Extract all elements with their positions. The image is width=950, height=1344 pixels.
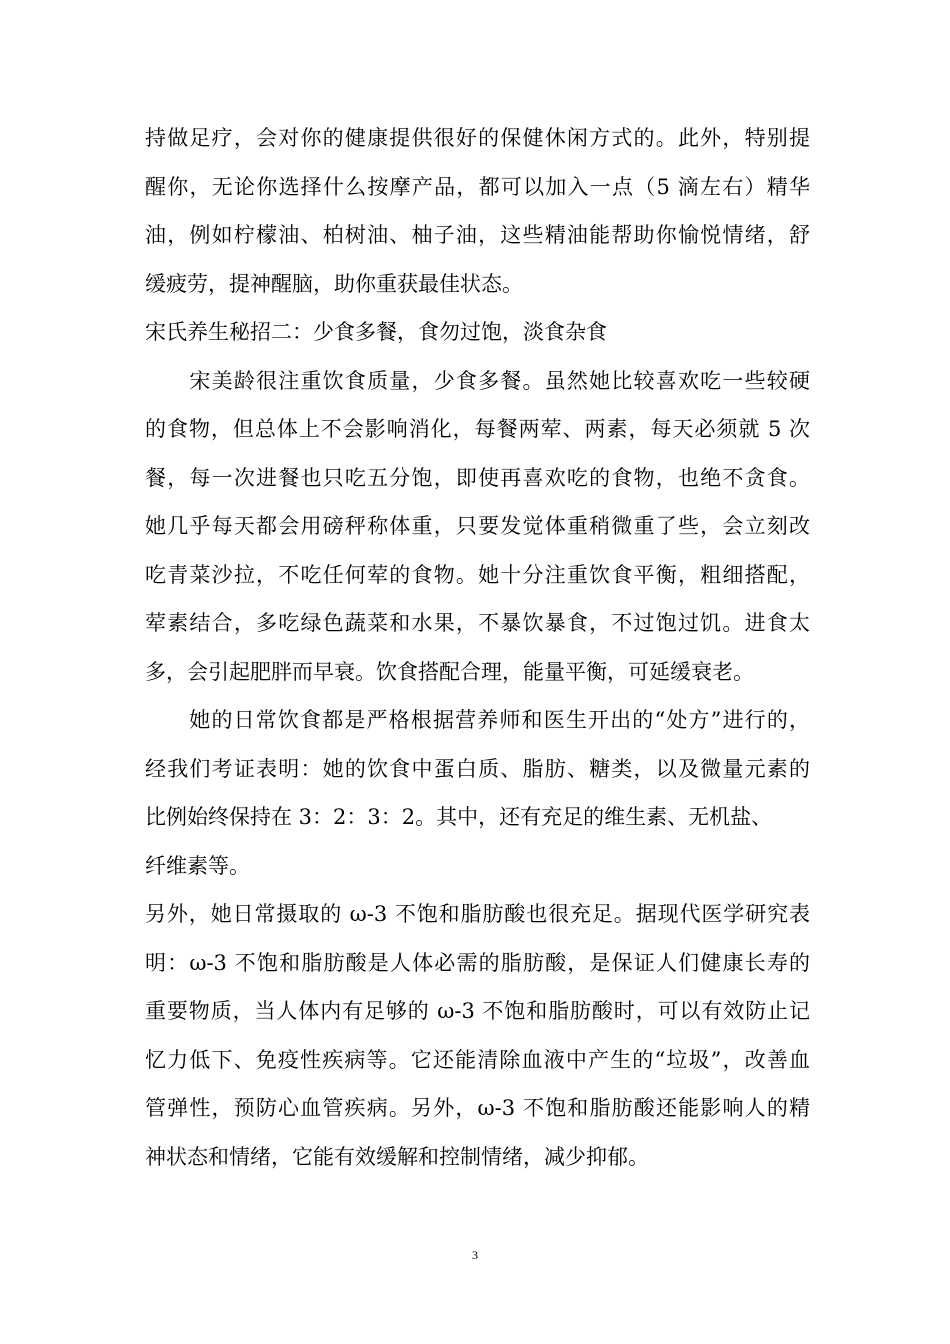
text-line: 管弹性，预防心血管疾病。另外，ω-3 不饱和脂肪酸还能影响人的精 <box>145 1096 810 1120</box>
text-line: 的食物，但总体上不会影响消化，每餐两荤、两素，每天必须就 5 次 <box>145 417 810 441</box>
text-line: 宋美龄很注重饮食质量，少食多餐。虽然她比较喜欢吃一些较硬 <box>145 368 810 393</box>
text-line: 另外，她日常摄取的 ω-3 不饱和脂肪酸也很充足。据现代医学研究表 <box>145 902 810 926</box>
text-line: 她的日常饮食都是严格根据营养师和医生开出的“处方”进行的， <box>145 708 810 732</box>
text-line: 忆力低下、免疫性疾病等。它还能清除血液中产生的“垃圾”，改善血 <box>145 1047 810 1072</box>
text-line: 宋氏养生秘招二：少食多餐，食勿过饱，淡食杂食 <box>145 320 607 344</box>
text-line: 荤素结合，多吃绿色蔬菜和水果，不暴饮暴食，不过饱过饥。进食太 <box>145 611 810 635</box>
document-body <box>145 118 810 1185</box>
text-line: 她几乎每天都会用磅秤称体重，只要发觉体重稍微重了些，会立刻改 <box>145 514 810 538</box>
page-number: 3 <box>472 1248 478 1262</box>
text-line: 比例始终保持在 3：2：3：2。其中，还有充足的维生素、无机盐、 <box>145 805 773 829</box>
text-line: 重要物质，当人体内有足够的 ω-3 不饱和脂肪酸时，可以有效防止记 <box>145 999 810 1023</box>
text-line: 餐，每一次进餐也只吃五分饱，即使再喜欢吃的食物，也绝不贪食。 <box>145 465 810 490</box>
text-line: 醒你，无论你选择什么按摩产品，都可以加入一点（5 滴左右）精华 <box>145 174 810 199</box>
text-line: 明：ω-3 不饱和脂肪酸是人体必需的脂肪酸，是保证人们健康长寿的 <box>145 950 810 975</box>
text-line: 持做足疗，会对你的健康提供很好的保健休闲方式的。此外，特别提 <box>145 126 810 150</box>
text-line: 油，例如柠檬油、柏树油、柚子油，这些精油能帮助你愉悦情绪，舒 <box>145 223 810 247</box>
text-line: 吃青菜沙拉，不吃任何荤的食物。她十分注重饮食平衡，粗细搭配， <box>145 562 810 587</box>
text-line: 神状态和情绪，它能有效缓解和控制情绪，减少抑郁。 <box>145 1144 649 1169</box>
text-line: 经我们考证表明：她的饮食中蛋白质、脂肪、糖类，以及微量元素的 <box>145 756 810 781</box>
text-line: 纤维素等。 <box>145 853 250 878</box>
text-line: 缓疲劳，提神醒脑，助你重获最佳状态。 <box>145 271 523 296</box>
text-line: 多，会引起肥胖而早衰。饮食搭配合理，能量平衡，可延缓衰老。 <box>145 659 754 684</box>
